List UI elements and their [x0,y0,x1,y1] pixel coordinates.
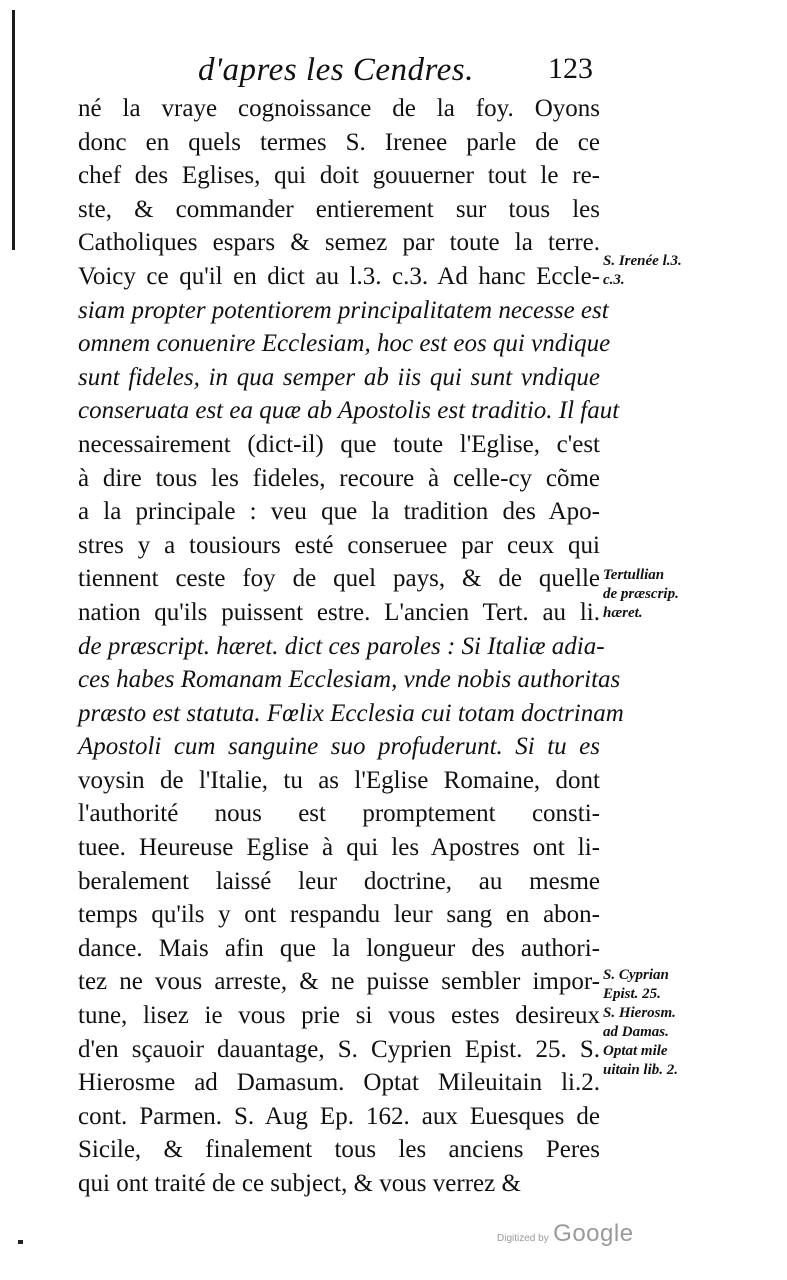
body-text [78,92,624,1201]
text-line: dance. Mais afin que la longueur des authori- [78,934,600,962]
text-line: tuee. Heureuse Eglise à qui les Apostres ont li- [78,834,600,862]
margin-note-line: S. Hierosm. [603,1005,676,1021]
text-line: voysin de l'Italie, tu as l'Eglise Romaine, dont [78,766,600,794]
margin-note-irenee [603,252,682,290]
page-number: 123 [548,52,593,85]
page-edge-mark [12,10,15,250]
margin-note-line: Optat mile [603,1043,668,1059]
text-line: beralement laissé leur doctrine, au mesme [78,867,600,895]
text-line: Catholiques espars & semez par toute la terre. [78,229,600,257]
margin-note-line: Tertullian [603,567,665,583]
text-line: donc en quels termes S. Irenee parle de ce [78,128,600,156]
text-line: siam propter potentiorem principalitatem necesse est [78,296,609,324]
margin-note-line: c.3. [603,272,625,288]
text-line: conseruata est ea quæ ab Apostolis est traditio. Il faut [78,397,620,425]
text-line: sunt fideles, in qua semper ab iis qui sunt vndique [78,363,600,391]
text-line: stres y a tousiours esté conseruee par ceux qui [78,531,600,559]
text-line: d'en sçauoir dauantage, S. Cyprien Epist. 25. S. [78,1035,600,1063]
text-line: tez ne vous arreste, & ne puisse sembler impor- [78,968,600,996]
text-line: né la vraye cognoissance de la foy. Oyons [78,95,600,122]
text-line: ste, & commander entierement sur tous les [78,195,600,223]
text-line: Sicile, & finalement tous les anciens Peres [78,1136,600,1164]
text-line: omnem conuenire Ecclesiam, hoc est eos qui vndique [78,330,611,358]
text-line: chef des Eglises, qui doit gouuerner tout le re- [78,162,600,190]
digitized-by-label: Digitized by [497,1233,549,1244]
text-line: de præscript. hæret. dict ces paroles : Si Italiæ adia- [78,632,605,660]
text-line: Apostoli cum sanguine suo profuderunt. Si tu es [78,733,600,761]
text-line: l'authorité nous est promptement consti- [78,800,600,828]
text-line: tune, lisez ie vous prie si vous estes desireux [78,1002,600,1030]
text-line: nation qu'ils puissent estre. L'ancien Tert. au li. [78,598,600,626]
google-watermark [497,1220,634,1248]
margin-note-line: de præscrip. [603,586,679,602]
text-line: ces habes Romanam Ecclesiam, vnde nobis authoritas [78,666,621,694]
page-edge-speck [18,1240,23,1244]
margin-note-line: Epist. 25. [603,986,661,1002]
text-line: à dire tous les fideles, recoure à celle-cy cõme [78,464,600,492]
text-line: præsto est statuta. Fœlix Ecclesia cui totam doctrinam [78,699,624,727]
margin-note-tertullian [603,566,679,623]
text-line: Voicy ce qu'il en dict au l.3. c.3. Ad hanc Eccle- [78,262,600,290]
text-line: temps qu'ils y ont respandu leur sang en abon- [78,901,600,929]
margin-note-line: ad Damas. [603,1024,669,1040]
margin-note-line: uitain lib. 2. [603,1062,679,1078]
text-line: a la principale : veu que la tradition des Apo- [78,498,600,526]
text-line: qui ont traité de ce subject, & vous verrez & [78,1170,521,1197]
text-line: necessairement (dict-il) que toute l'Eglise, c'est [78,430,600,458]
running-title: d'apres les Cendres. [198,52,474,88]
text-line: cont. Parmen. S. Aug Ep. 162. aux Euesques de [78,1102,600,1130]
margin-note-line: S. Irenée l.3. [603,253,682,269]
text-line: tiennent ceste foy de quel pays, & de quelle [78,565,600,593]
margin-note-cyprian [603,966,678,1080]
google-logo: Google [553,1220,634,1247]
text-line: Hierosme ad Damasum. Optat Mileuitain li.2. [78,1069,600,1097]
margin-note-line: S. Cyprian [603,967,669,983]
margin-note-line: hæret. [603,605,643,621]
